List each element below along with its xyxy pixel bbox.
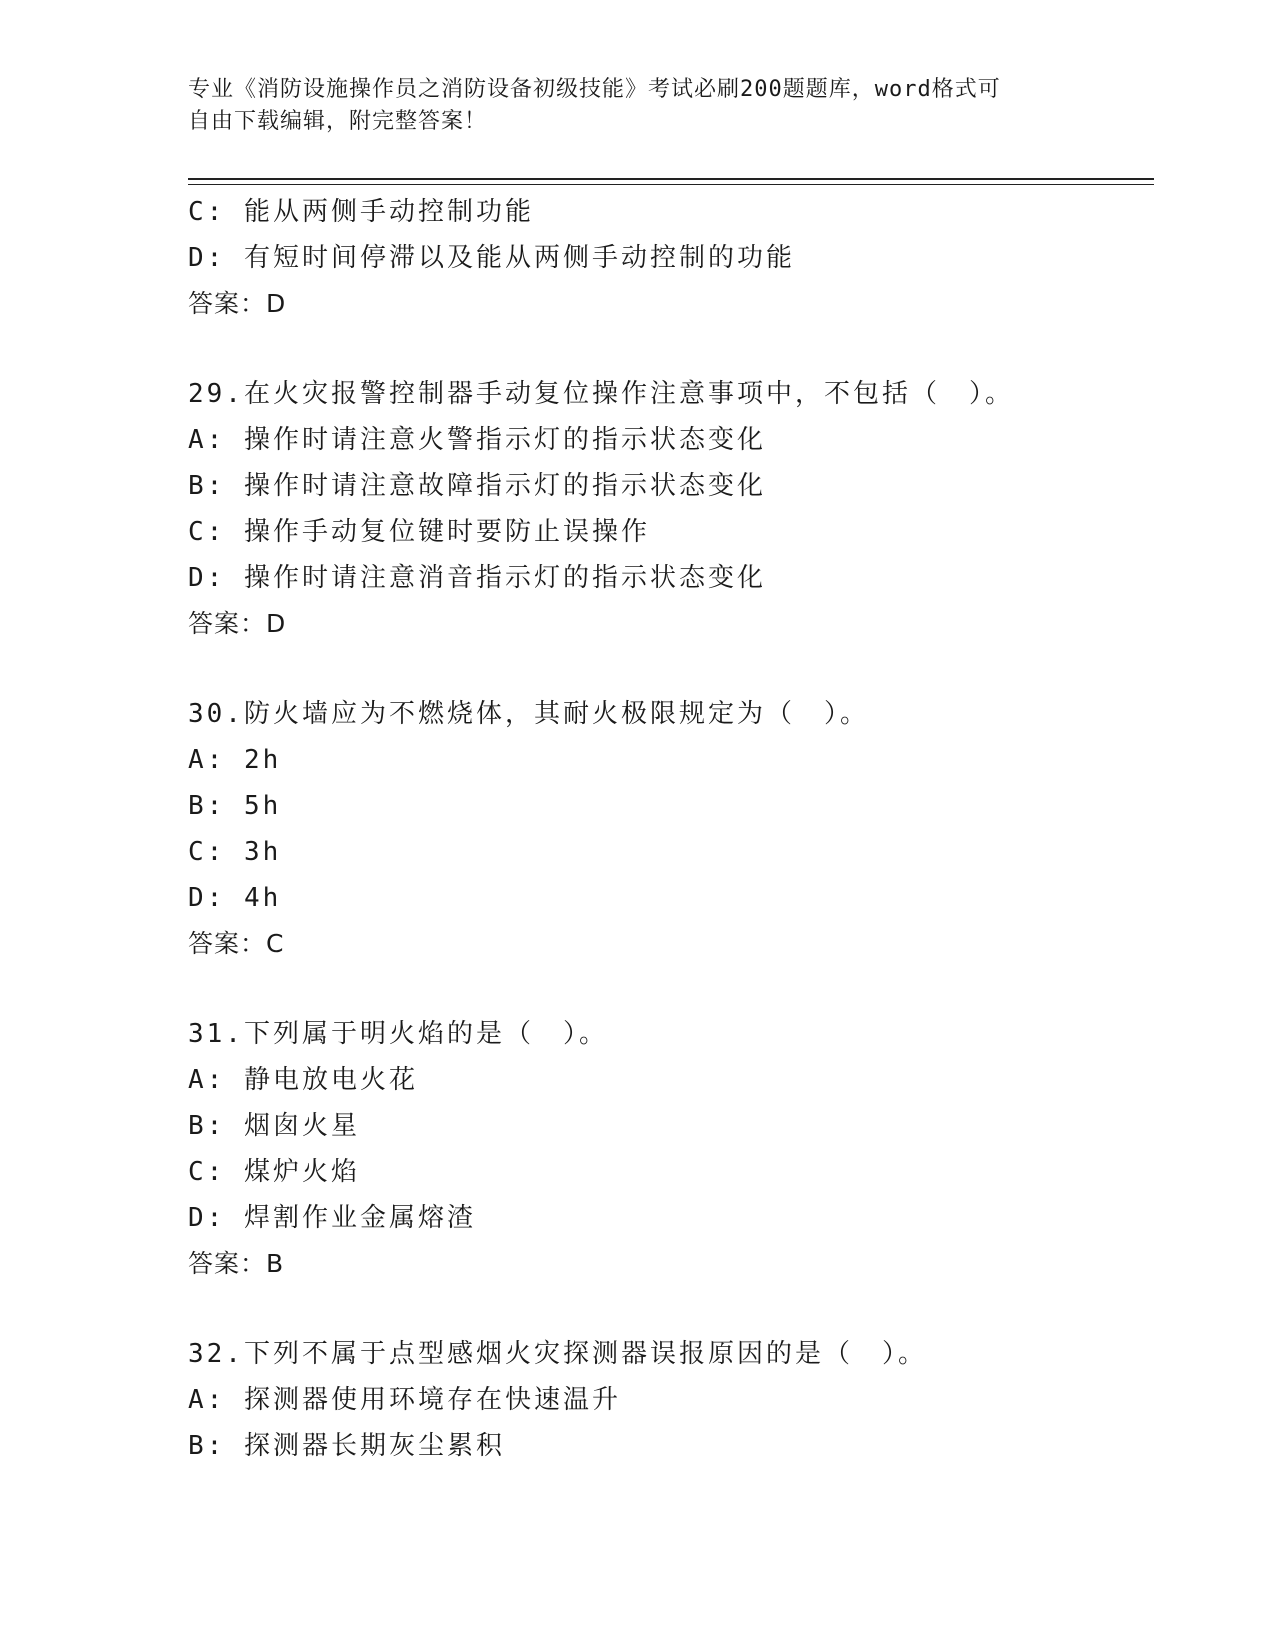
header-divider-secondary [188, 184, 1154, 185]
option-a: A: 静电放电火花 [188, 1065, 418, 1095]
option-a: A: 操作时请注意火警指示灯的指示状态变化 [188, 425, 766, 455]
document-header [188, 74, 1088, 138]
question-stem: 32.下列不属于点型感烟火灾探测器误报原因的是（ ）。 [188, 1339, 927, 1369]
option-c: C: 操作手动复位键时要防止误操作 [188, 517, 650, 547]
header-line-2: 自由下载编辑，附完整答案！ [188, 109, 488, 134]
question-stem: 31.下列属于明火焰的是（ ）。 [188, 1019, 608, 1049]
option-a: A: 2h [188, 745, 282, 775]
question-block-prev [188, 189, 1154, 327]
option-c: C: 煤炉火焰 [188, 1157, 360, 1187]
header-divider [188, 178, 1154, 180]
question-block-31 [188, 1011, 1154, 1287]
option-c: C: 3h [188, 837, 282, 867]
option-d: D: 有短时间停滞以及能从两侧手动控制的功能 [188, 243, 795, 273]
option-a: A: 探测器使用环境存在快速温升 [188, 1385, 621, 1415]
answer-line: 答案：D [188, 289, 287, 318]
question-block-30 [188, 691, 1154, 967]
question-block-32 [188, 1331, 1154, 1469]
question-stem: 30.防火墙应为不燃烧体，其耐火极限规定为（ ）。 [188, 699, 869, 729]
option-d: D: 操作时请注意消音指示灯的指示状态变化 [188, 563, 766, 593]
option-b: B: 探测器长期灰尘累积 [188, 1431, 505, 1461]
option-b: B: 5h [188, 791, 282, 821]
option-b: B: 烟囱火星 [188, 1111, 360, 1141]
answer-line: 答案：B [188, 1249, 285, 1278]
answer-line: 答案：D [188, 609, 287, 638]
option-c: C: 能从两侧手动控制功能 [188, 197, 534, 227]
question-block-29 [188, 371, 1154, 647]
header-line-1: 专业《消防设施操作员之消防设备初级技能》考试必刷200题题库，word格式可 [188, 77, 1001, 102]
option-b: B: 操作时请注意故障指示灯的指示状态变化 [188, 471, 766, 501]
option-d: D: 4h [188, 883, 282, 913]
question-list [188, 189, 1154, 1469]
question-stem: 29.在火灾报警控制器手动复位操作注意事项中，不包括（ ）。 [188, 379, 1014, 409]
option-d: D: 焊割作业金属熔渣 [188, 1203, 476, 1233]
answer-line: 答案：C [188, 929, 285, 958]
